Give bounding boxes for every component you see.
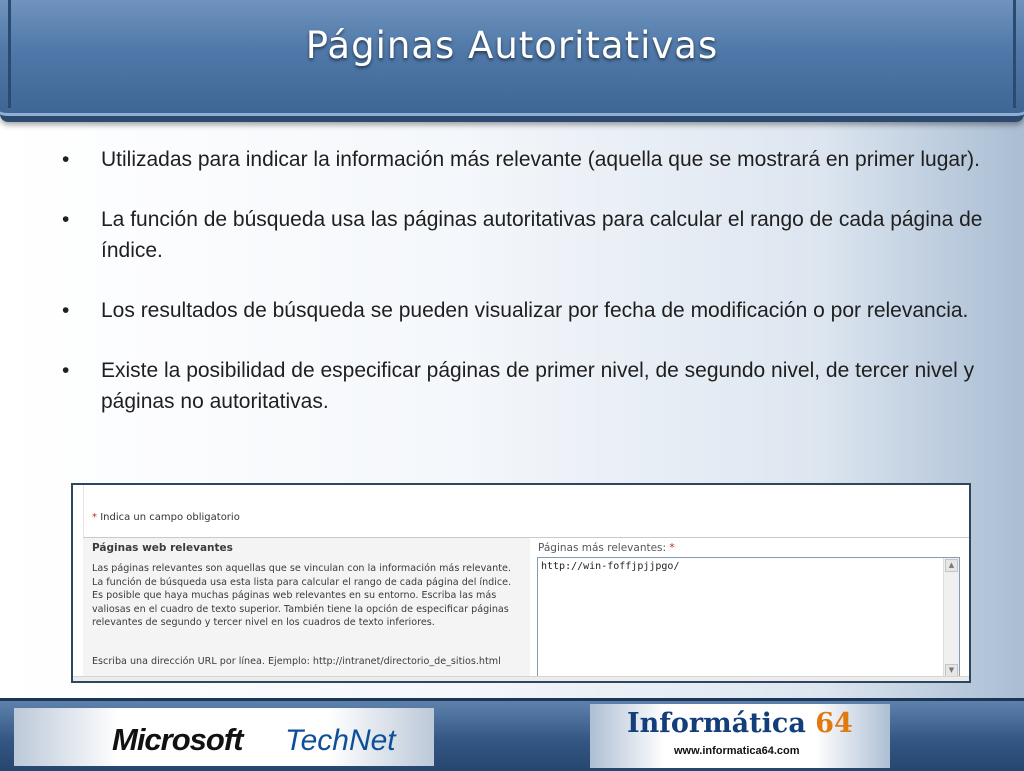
required-star: * (669, 542, 675, 554)
scroll-down-icon[interactable]: ▼ (945, 664, 958, 677)
bullet-dot: • (62, 148, 70, 171)
microsoft-logo-text: Microsoft (112, 722, 243, 757)
required-field-note (92, 512, 240, 523)
section-title: Páginas web relevantes (92, 542, 233, 554)
slide-title: Páginas Autoritativas (305, 24, 719, 67)
microsoft-technet-logo (14, 708, 434, 766)
brand-number: 64 (815, 708, 853, 739)
brand-name: Informática (627, 708, 806, 739)
required-note-text: Indica un campo obligatorio (100, 512, 240, 523)
page-horizontal-scrollbar[interactable] (71, 676, 969, 683)
textarea-vertical-scrollbar[interactable] (943, 558, 959, 678)
section-description-panel (83, 538, 530, 681)
most-relevant-pages-textarea[interactable] (537, 557, 960, 679)
title-bar (0, 0, 1024, 122)
most-relevant-pages-label (538, 542, 675, 554)
bullet-text: La función de búsqueda usa las páginas autoritativas para calcular el rango de cada página de índice. (101, 208, 983, 262)
bullet-dot: • (62, 359, 70, 382)
required-star: * (92, 512, 97, 523)
bullet-dot: • (62, 208, 70, 231)
informatica64-brand (627, 708, 853, 739)
bullet-item (62, 355, 987, 417)
bullet-item (62, 144, 987, 175)
bullet-text: Los resultados de búsqueda se pueden visualizar por fecha de modificación o por relevancia. (101, 299, 969, 322)
bullet-item (62, 295, 987, 326)
bullet-dot: • (62, 299, 70, 322)
textarea-value: http://win-foffjpjjpgo/ (541, 561, 680, 572)
embedded-screenshot (71, 483, 971, 683)
bullet-list (62, 144, 987, 446)
scroll-up-icon[interactable]: ▲ (945, 559, 958, 572)
brand-url: www.informatica64.com (674, 745, 800, 757)
bullet-text: Existe la posibilidad de especificar páginas de primer nivel, de segundo nivel, de tercer nivel y páginas no autoritativas. (101, 359, 975, 413)
section-url-hint: Escriba una dirección URL por línea. Ejemplo: http://intranet/directorio_de_sitios.html (92, 656, 501, 667)
bullet-item (62, 204, 987, 266)
section-description: Las páginas relevantes son aquellas que se vinculan con la información más relevante. La función de búsqueda usa esta lista para calcular el rango de cada página del índice. Es posible que haya muchas páginas web relevantes en su entorno. Escriba las más valiosas en el cuadro de texto superior. También tiene la opción de especificar páginas relevantes de segundo y tercer nivel en los cuadros de texto inferiores. (92, 563, 512, 629)
field-label-text: Páginas más relevantes: (538, 542, 667, 554)
section-input-panel (530, 538, 969, 681)
footer-bar (0, 698, 1024, 771)
informatica64-logo (590, 704, 890, 768)
technet-logo-text: TechNet (285, 724, 396, 757)
bullet-text: Utilizadas para indicar la información más relevante (aquella que se mostrará en primer lugar). (101, 148, 980, 171)
